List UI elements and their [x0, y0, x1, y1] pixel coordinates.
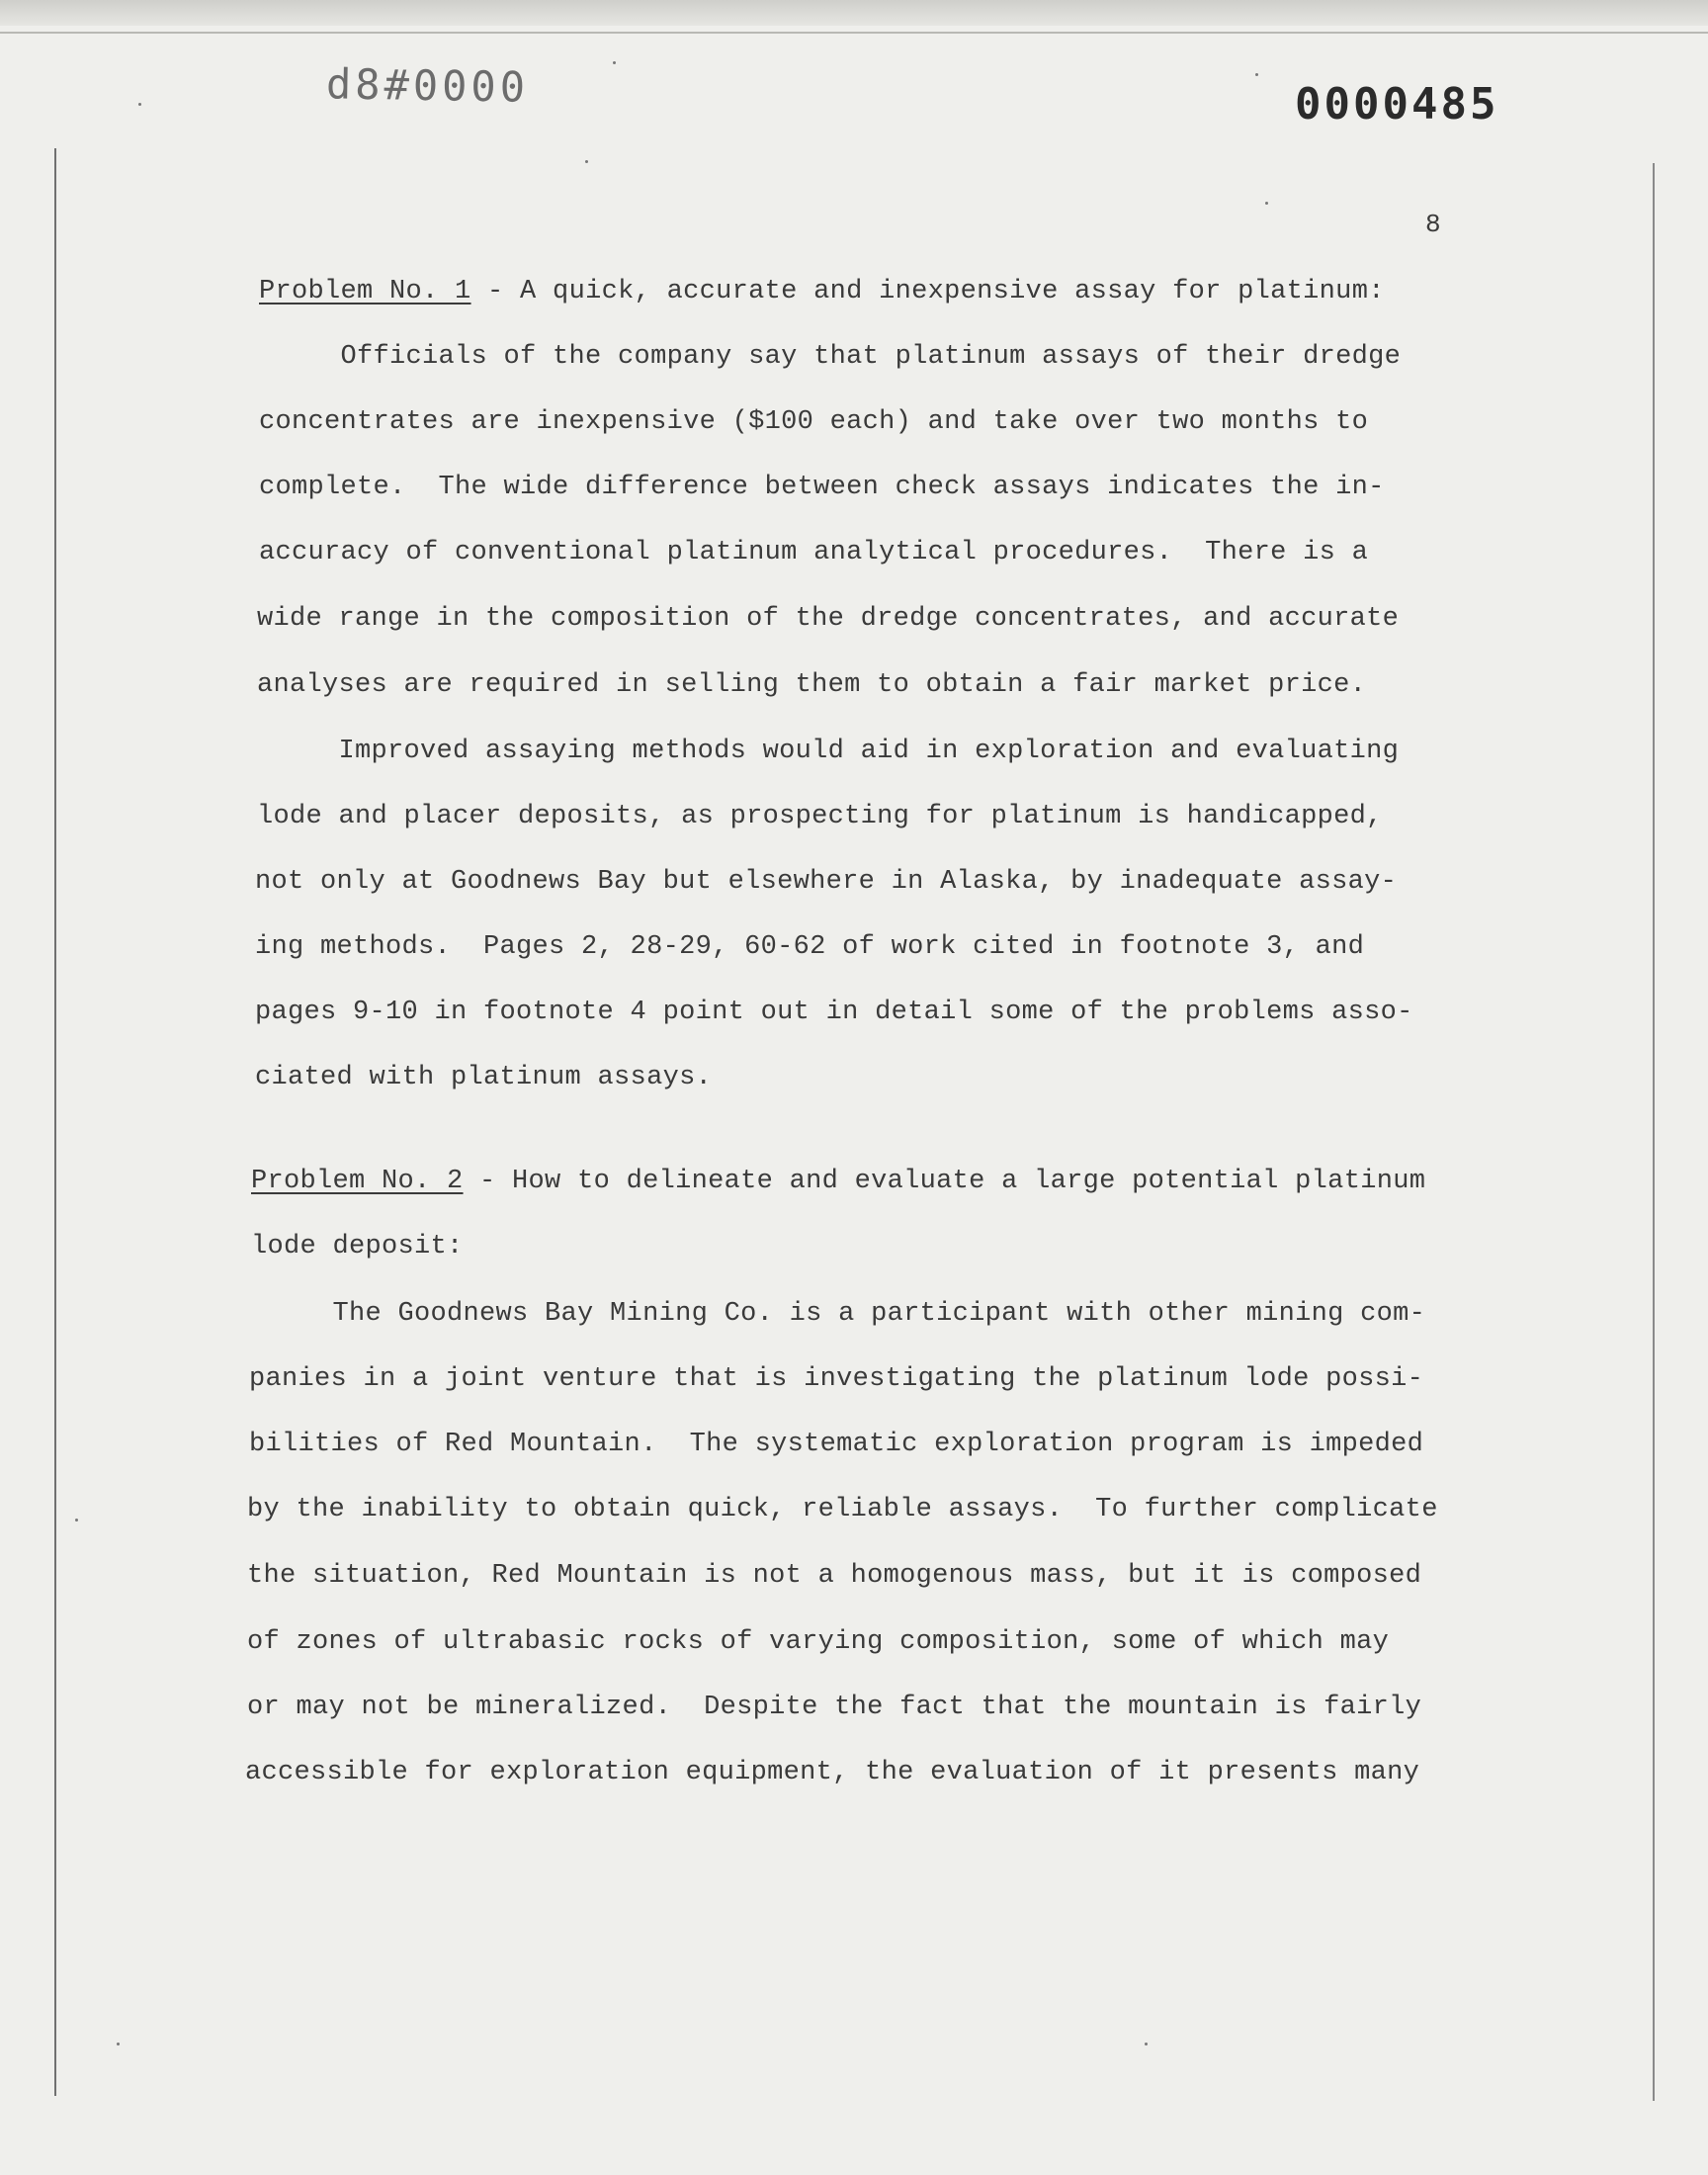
problem2-line: The Goodnews Bay Mining Co. is a participant with other mining com-: [251, 1299, 1426, 1329]
problem2-line: accessible for exploration equipment, the evaluation of it presents many: [245, 1758, 1420, 1787]
problem2-line: the situation, Red Mountain is not a homogenous mass, but it is composed: [247, 1561, 1422, 1591]
problem1-line: Improved assaying methods would aid in exploration and evaluating: [257, 737, 1400, 766]
scan-speck: [585, 160, 588, 163]
problem1-line: ciated with platinum assays.: [255, 1063, 713, 1092]
problem1-heading-rest: - A quick, accurate and inexpensive assay for platinum:: [470, 277, 1385, 306]
page-number: 8: [1425, 210, 1441, 239]
scan-speck: [613, 61, 616, 64]
scan-speck: [75, 1519, 78, 1522]
problem2-heading: Problem No. 2: [251, 1167, 464, 1196]
problem2-line: bilities of Red Mountain. The systematic exploration program is impeded: [249, 1430, 1424, 1459]
problem2-line: lode deposit:: [251, 1232, 464, 1262]
problem1-line: concentrates are inexpensive ($100 each) and take over two months to: [259, 407, 1369, 437]
scan-speck: [138, 103, 141, 106]
problem1-line: ing methods. Pages 2, 28-29, 60-62 of work cited in footnote 3, and: [255, 932, 1365, 962]
problem2-heading-rest: - How to delineate and evaluate a large potential platinum: [463, 1167, 1426, 1196]
problem1-line: pages 9-10 in footnote 4 point out in detail some of the problems asso-: [255, 998, 1413, 1027]
problem1-heading-line: [259, 259, 1385, 324]
scan-speck: [1255, 73, 1258, 76]
problem2-line: of zones of ultrabasic rocks of varying composition, some of which may: [247, 1627, 1390, 1657]
document-stamp-right: 0000485: [1295, 79, 1499, 130]
scan-speck: [117, 2043, 120, 2045]
problem1-line: accuracy of conventional platinum analytical procedures. There is a: [259, 538, 1369, 567]
problem1-line: analyses are required in selling them to obtain a fair market price.: [257, 670, 1367, 700]
problem1-line: lode and placer deposits, as prospecting for platinum is handicapped,: [257, 802, 1383, 831]
problem1-line: Officials of the company say that platinum assays of their dredge: [259, 342, 1402, 372]
left-margin-rule: [54, 148, 56, 2096]
problem2-line: by the inability to obtain quick, reliable assays. To further complicate: [247, 1495, 1438, 1524]
document-stamp-left: d8#0000: [325, 59, 530, 112]
problem1-line: wide range in the composition of the dredge concentrates, and accurate: [257, 604, 1400, 634]
scan-top-band: [0, 0, 1708, 26]
scan-edge-line: [0, 32, 1708, 34]
right-margin-rule: [1653, 163, 1655, 2101]
problem2-line: panies in a joint venture that is investigating the platinum lode possi-: [249, 1364, 1424, 1394]
problem1-line: complete. The wide difference between check assays indicates the in-: [259, 473, 1385, 502]
problem2-heading-line: [251, 1149, 1425, 1214]
problem1-heading: Problem No. 1: [259, 277, 471, 306]
problem1-line: not only at Goodnews Bay but elsewhere in Alaska, by inadequate assay-: [255, 867, 1398, 897]
scan-speck: [1145, 2043, 1148, 2045]
scan-speck: [1265, 202, 1268, 205]
problem2-line: or may not be mineralized. Despite the fact that the mountain is fairly: [247, 1693, 1422, 1722]
